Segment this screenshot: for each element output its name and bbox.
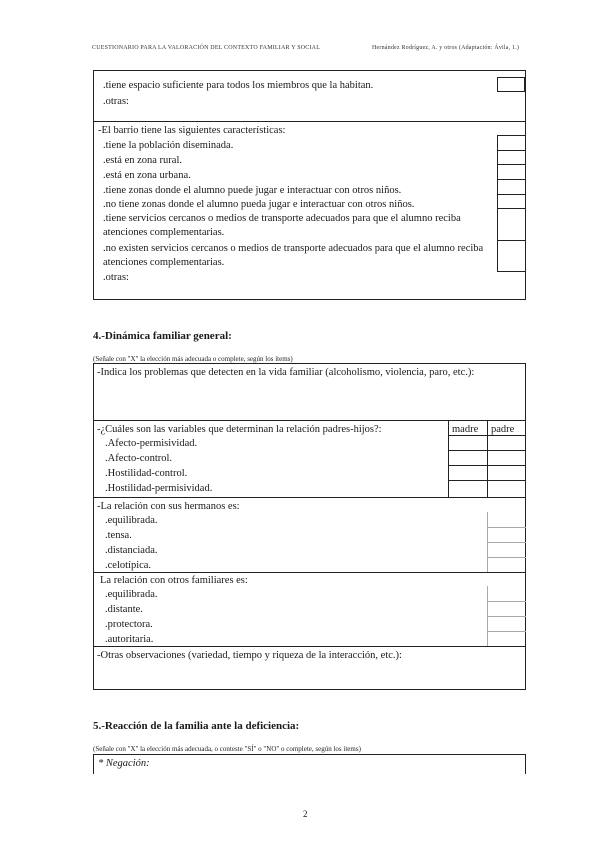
section4-note: (Señale con "X" la elección más adecuada o complete, según los ítems) xyxy=(93,355,293,363)
familiares-item: .autoritaria. xyxy=(105,634,154,645)
barrio-check-sep xyxy=(497,135,526,136)
hermanos-item: .equilibrada. xyxy=(105,515,158,526)
grid-sep xyxy=(448,435,526,436)
barrio-item: .está en zona rural. xyxy=(103,155,183,166)
servicios-no: .no existen servicios cercanos o medios de transporte adecuados para que el alumno reciba atenciones complementarias. xyxy=(103,243,484,268)
section4-title: 4.-Dinámica familiar general: xyxy=(93,330,232,342)
section5-note: (Señale con "X" la elección más adecuada, o conteste "SÍ" o "NO" o complete, según los ítems) xyxy=(93,745,361,753)
servicios-si: .tiene servicios cercanos o medios de transporte adecuados para que el alumno reciba atenciones complementarias. xyxy=(103,213,461,238)
hermanos-divider xyxy=(93,497,526,498)
hermanos-item: .distanciada. xyxy=(105,545,158,556)
barrio-item: .no tiene zonas donde el alumno pueda jugar e interactuar con otros niños. xyxy=(103,199,415,210)
barrio-title: -El barrio tiene las siguientes características: xyxy=(98,125,286,136)
barrio-item: .tiene la población diseminada. xyxy=(103,140,234,151)
page-number: 2 xyxy=(303,809,308,819)
header-authors: Hernández Rodríguez, A. y otros (Adaptación: Ávila, 1.) xyxy=(372,45,520,51)
variable-item: .Hostilidad-permisividad. xyxy=(105,483,213,494)
grid-sep xyxy=(448,450,526,451)
familiares-check-sep xyxy=(487,631,526,632)
madre-header: madre xyxy=(452,424,479,435)
negacion-box xyxy=(93,754,526,774)
familiares-item: .distante. xyxy=(105,604,143,615)
familiares-divider xyxy=(93,572,526,573)
barrio-check-sep xyxy=(497,271,526,272)
negacion-label: * Negación: xyxy=(98,758,150,769)
variable-item: .Afecto-control. xyxy=(105,453,173,464)
hermanos-question: -La relación con sus hermanos es: xyxy=(97,501,240,512)
barrio-item: .está en zona urbana. xyxy=(103,170,191,181)
variable-item: .Hostilidad-control. xyxy=(105,468,188,479)
barrio-check-sep xyxy=(497,179,526,180)
dynamics-box xyxy=(93,363,526,690)
section5-title: 5.-Reacción de la familia ante la deficiencia: xyxy=(93,720,300,732)
space-line: .tiene espacio suficiente para todos los miembros que la habitan. xyxy=(103,80,374,91)
barrio-check-sep xyxy=(497,150,526,151)
problems-question: -Indica los problemas que detecten en la vida familiar (alcoholismo, violencia, paro, etc.): xyxy=(97,367,475,378)
familiares-item: .equilibrada. xyxy=(105,589,158,600)
observaciones-divider xyxy=(93,646,526,647)
barrio-check-sep xyxy=(497,240,526,241)
header-title: CUESTIONARIO PARA LA VALORACIÓN DEL CONTEXTO FAMILIAR Y SOCIAL xyxy=(92,45,321,51)
barrio-check-sep xyxy=(497,208,526,209)
housing-divider xyxy=(93,121,526,122)
hermanos-item: .tensa. xyxy=(105,530,132,541)
familiares-check-sep xyxy=(487,616,526,617)
barrio-check-column xyxy=(497,135,498,272)
familiares-item: .protectora. xyxy=(105,619,153,630)
hermanos-check-sep xyxy=(487,527,526,528)
other-line: .otras: xyxy=(103,96,129,107)
familiares-check-sep xyxy=(487,601,526,602)
variables-question: -¿Cuáles son las variables que determinan la relación padres-hijos?: xyxy=(97,424,382,435)
barrio-check-sep xyxy=(497,194,526,195)
barrio-item: .tiene zonas donde el alumno puede jugar e interactuar con otros niños. xyxy=(103,185,402,196)
padre-column xyxy=(487,420,488,497)
grid-sep xyxy=(448,480,526,481)
grid-sep xyxy=(448,465,526,466)
familiares-question: La relación con otros familiares es: xyxy=(100,575,248,586)
variable-item: .Afecto-permisividad. xyxy=(105,438,198,449)
observaciones-question: -Otras observaciones (variedad, tiempo y riqueza de la interacción, etc.): xyxy=(97,650,402,661)
padre-header: padre xyxy=(491,424,515,435)
hermanos-check-sep xyxy=(487,542,526,543)
checkbox-space[interactable] xyxy=(497,77,525,92)
barrio-check-sep xyxy=(497,164,526,165)
hermanos-item: .celotípica. xyxy=(105,560,152,571)
madre-column xyxy=(448,420,449,497)
dynamics-divider xyxy=(93,420,526,421)
barrio-otras: .otras: xyxy=(103,272,129,283)
hermanos-check-sep xyxy=(487,557,526,558)
